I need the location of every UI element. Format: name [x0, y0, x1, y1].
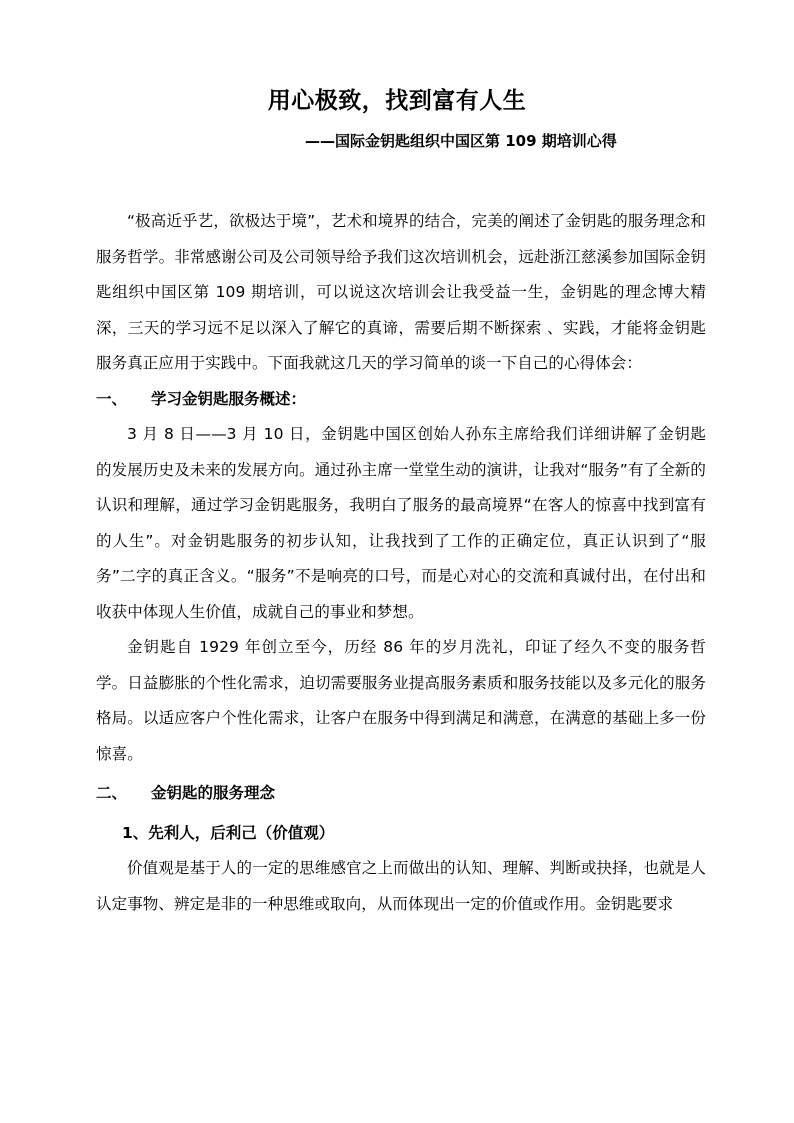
section-1-title: 学习金钥匙服务概述：	[151, 389, 307, 408]
section-2-number: 二、	[96, 784, 128, 802]
intro-paragraph: “极高近乎艺，欲极达于境”，艺术和境界的结合，完美的阐述了金钥匙的服务理念和服务哲学。非常感谢公司及公司领导给予我们这次培训机会，远赴浙江慈溪参加国际金钥匙组织中国区第 109 期培训，可以说这次培训会让我受益一生，金钥匙的理念博大精深，三天的学习远不足以深入了解它的真谛，需要后期不断探索 、实践，才能将金钥匙服务真正应用于实践中。下面我就这几天的学习简单的谈一下自己的心得体会：	[96, 212, 706, 372]
section-2-paragraph-1: 价值观是基于人的一定的思维感官之上而做出的认知、理解、判断或抉择，也就是人认定事物、辨定是非的一种思维或取向，从而体现出一定的价值或作用。金钥匙要求	[96, 859, 706, 913]
document-title: 用心极致，找到富有人生	[267, 88, 527, 114]
document-subtitle: ——国际金钥匙组织中国区第 109 期培训心得	[305, 132, 617, 150]
section-1-paragraph-2: 金钥匙自 1929 年创立至今，历经 86 年的岁月洗礼，印证了经久不变的服务哲学。日益膨胀的个性化需求，迫切需要服务业提高服务素质和服务技能以及多元化的服务格局。以适应客户个性化需求，让客户在服务中得到满足和满意，在满意的基础上多一份惊喜。	[96, 638, 706, 763]
section-2-subheading-1: 1、先利人，后利己（价值观）	[122, 823, 335, 842]
document-body	[96, 204, 706, 922]
section-2-heading	[96, 776, 706, 812]
section-1-paragraph-1: 3 月 8 日——3 月 10 日，金钥匙中国区创始人孙东主席给我们详细讲解了金钥匙的发展历史及未来的发展方向。通过孙主席一堂堂生动的演讲，让我对“服务”有了全新的认识和理解，通过学习金钥匙服务，我明白了服务的最高境界“在客人的惊喜中找到富有的人生”。对金钥匙服务的初步认知，让我找到了工作的正确定位，真正认识到了“服务”二字的真正含义。“服务”不是响亮的口号，而是心对心的交流和真诚付出，在付出和收获中体现人生价值，成就自己的事业和梦想。	[96, 425, 706, 621]
section-1-heading	[96, 382, 706, 418]
section-2-title: 金钥匙的服务理念	[151, 784, 276, 802]
section-1-number: 一、	[96, 389, 128, 408]
